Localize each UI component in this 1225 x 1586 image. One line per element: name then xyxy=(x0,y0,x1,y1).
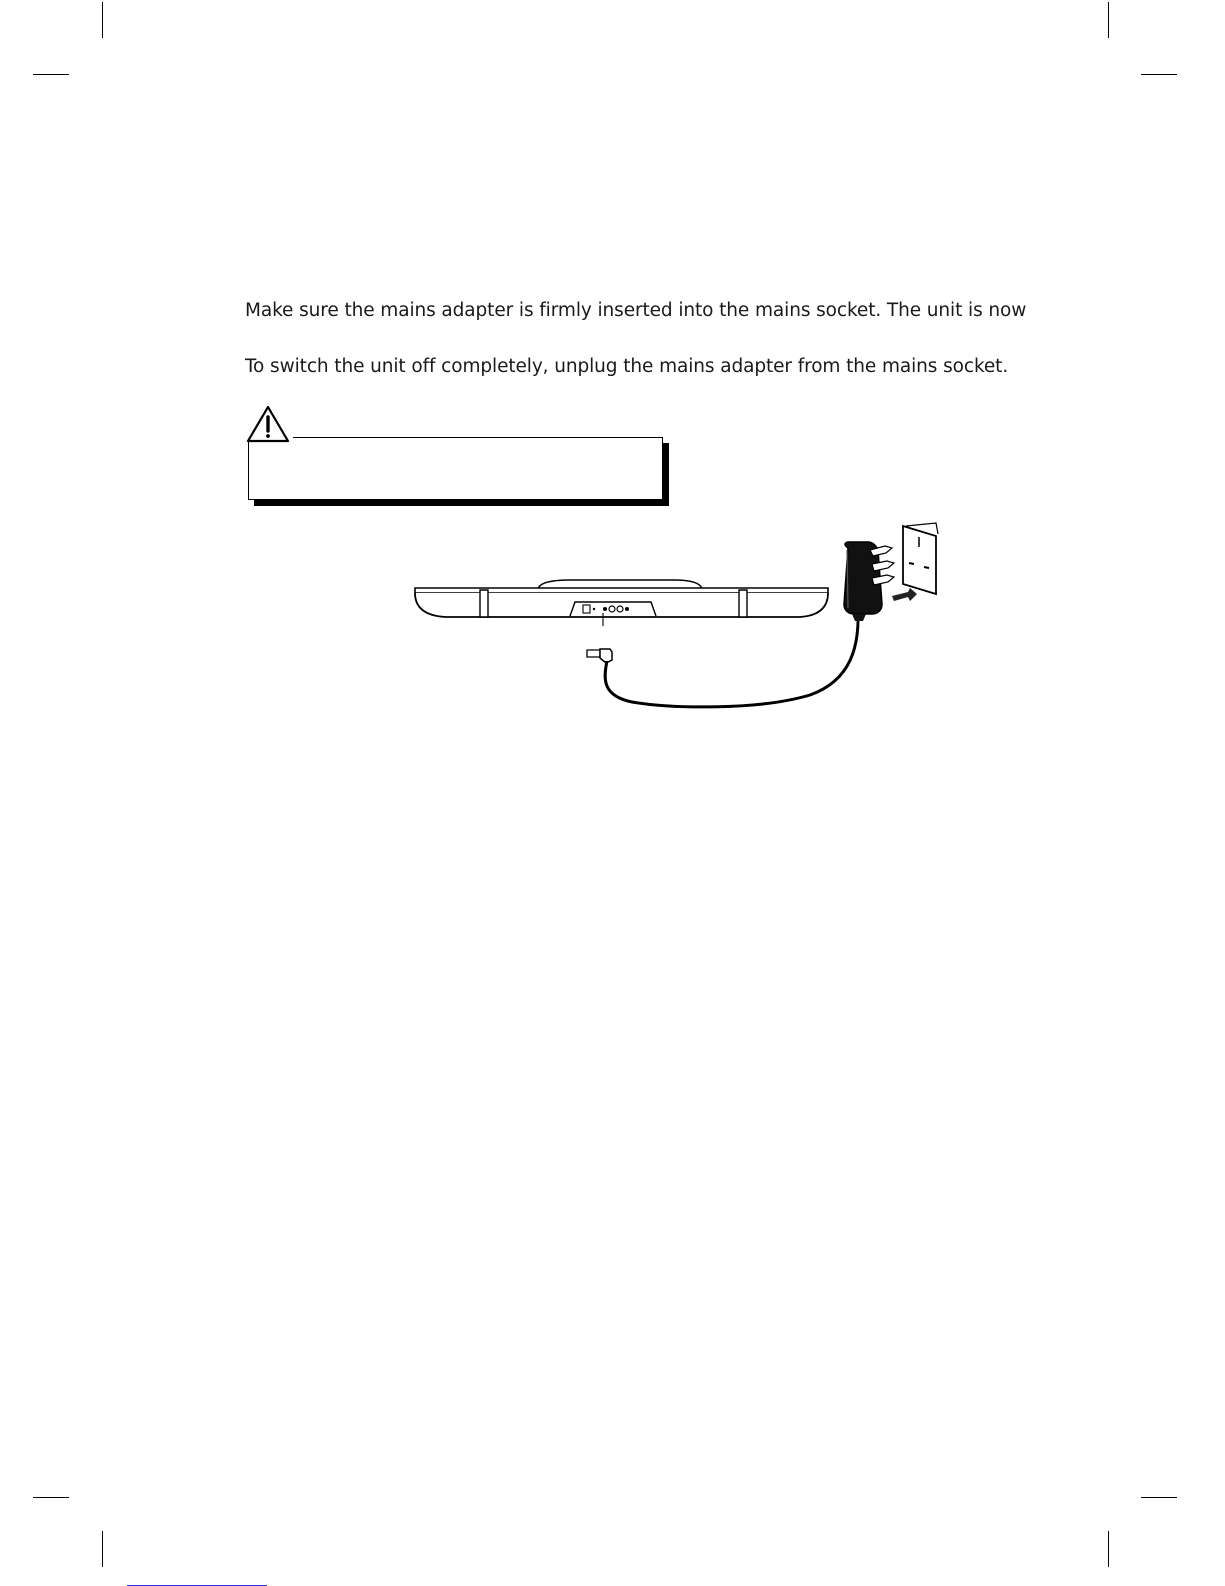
soundbar-power-connection-illustration xyxy=(400,520,960,720)
instruction-paragraph-power-off: To switch the unit off completely, unplug the mains adapter from the mains socket. xyxy=(245,356,1009,377)
warning-triangle-icon xyxy=(245,404,291,444)
crop-mark-bottom-right-vertical xyxy=(1108,1531,1109,1567)
instruction-paragraph-power-on: Make sure the mains adapter is firmly inserted into the mains socket. The unit is now xyxy=(245,300,1027,321)
insert-direction-arrow-icon xyxy=(892,588,917,601)
dc-plug-and-cable xyxy=(587,612,858,707)
warning-box xyxy=(248,437,663,500)
soundbar xyxy=(415,580,828,626)
wall-socket xyxy=(903,523,938,594)
crop-mark-bottom-left-horizontal xyxy=(33,1497,69,1498)
crop-mark-top-left-vertical xyxy=(102,2,103,38)
crop-mark-top-right-horizontal xyxy=(1141,74,1177,75)
mains-adapter xyxy=(844,542,894,621)
crop-mark-bottom-right-horizontal xyxy=(1141,1497,1177,1498)
crop-mark-top-left-horizontal xyxy=(33,74,69,75)
crop-mark-top-right-vertical xyxy=(1108,2,1109,38)
crop-mark-bottom-left-vertical xyxy=(102,1531,103,1567)
